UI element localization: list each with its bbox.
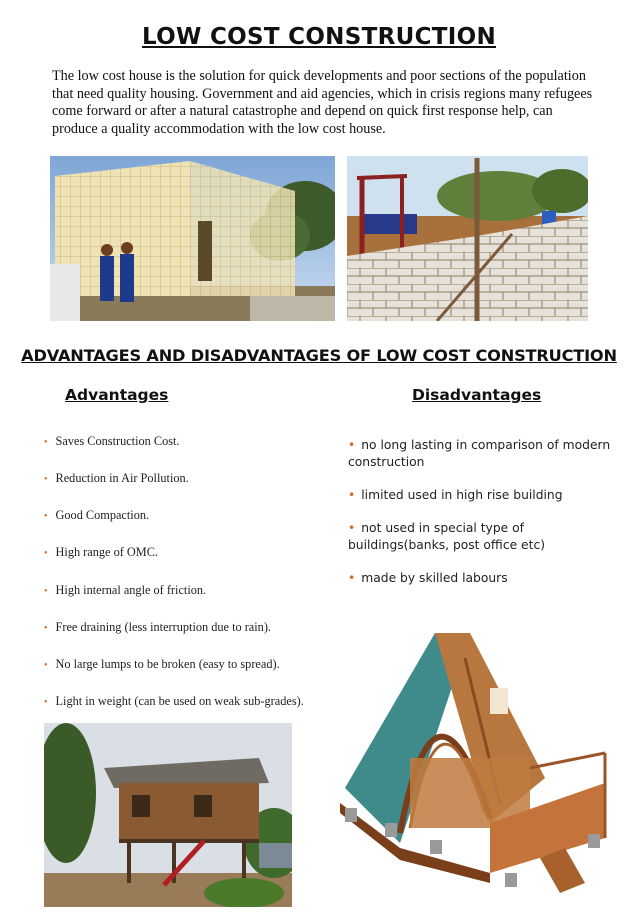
advantage-item: • No large lumps to be broken (easy to spread). — [44, 657, 280, 671]
advantage-item: • High internal angle of friction. — [44, 583, 207, 597]
bullet-icon: • — [44, 474, 48, 485]
bullet-icon: • — [348, 521, 356, 535]
advantage-item: • Free draining (less interruption due to rain). — [44, 620, 271, 634]
bullet-icon: • — [348, 488, 356, 502]
disadvantage-item: • no long lasting in comparison of modern construction — [348, 438, 611, 469]
block-wall-photo — [347, 156, 588, 321]
advantages-heading: Advantages — [65, 386, 169, 404]
bullet-icon: • — [44, 697, 48, 708]
intro-paragraph: The low cost house is the solution for quick developments and poor sections of the population that need quality housing. Government and aid agencies, which in crisis regions many refugees come forward or after a natural catastrophe and depend on quick first response help, can produce a quality accommodation with the low cost house. — [52, 68, 593, 137]
disadvantages-heading: Disadvantages — [412, 386, 542, 404]
advantage-item: • Light in weight (can be used on weak sub-grades). — [44, 694, 304, 708]
section-heading: ADVANTAGES AND DISADVANTAGES OF LOW COST CONSTRUCTION — [21, 346, 617, 365]
bullet-icon: • — [44, 623, 48, 634]
foam-panel-house-photo — [50, 156, 335, 321]
bullet-icon: • — [44, 511, 48, 522]
page-title: LOW COST CONSTRUCTION — [141, 24, 496, 50]
disadvantages-list — [348, 437, 618, 603]
bullet-icon: • — [44, 548, 48, 559]
bullet-icon: • — [44, 660, 48, 671]
bullet-icon: • — [348, 438, 356, 452]
advantage-item: • High range of OMC. — [44, 545, 158, 559]
a-frame-house-diagram — [340, 608, 612, 908]
disadvantage-item: • limited used in high rise building — [348, 488, 563, 502]
bullet-icon: • — [44, 586, 48, 597]
advantage-item: • Saves Construction Cost. — [44, 434, 180, 448]
disadvantage-item: • not used in special type of buildings(banks, post office etc) — [348, 521, 545, 552]
stilt-house-photo — [44, 723, 292, 907]
advantage-item: • Reduction in Air Pollution. — [44, 471, 189, 485]
disadvantage-item: • made by skilled labours — [348, 571, 508, 585]
bullet-icon: • — [44, 437, 48, 448]
bullet-icon: • — [348, 571, 356, 585]
advantage-item: • Good Compaction. — [44, 508, 150, 522]
